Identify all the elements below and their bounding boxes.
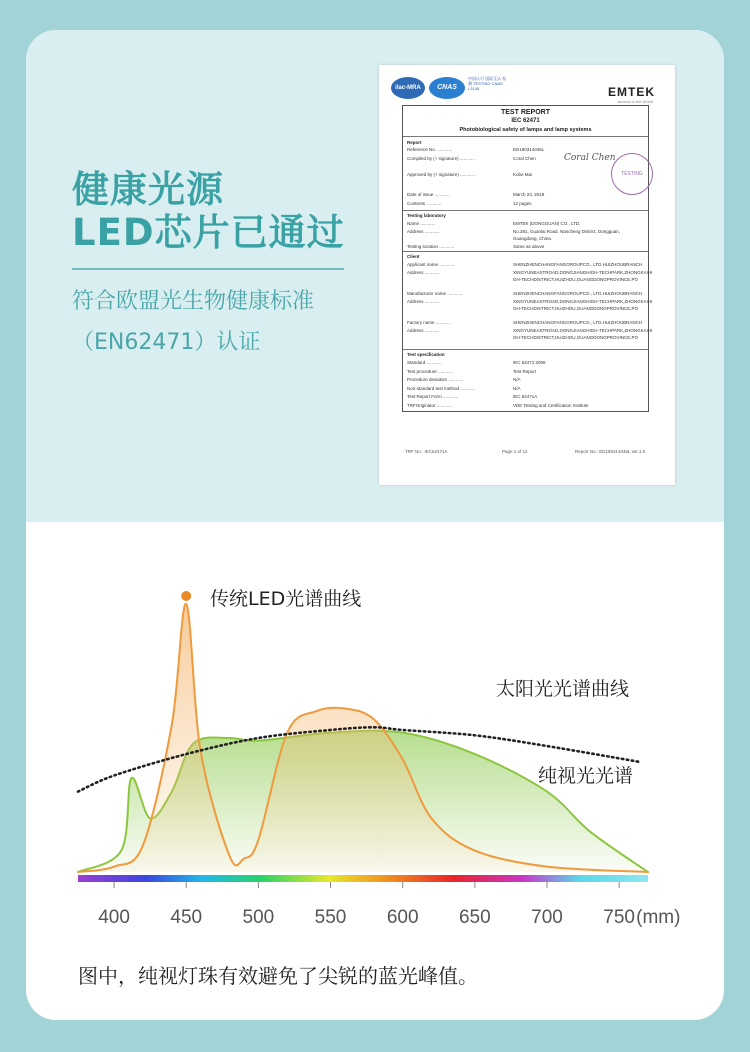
report-row-value: Test Report — [513, 368, 537, 374]
cnas-text: 中国认可 国际互认 检测 TESTING CNAS L3146 — [468, 76, 507, 91]
x-tick-label: 400 — [98, 907, 130, 928]
signature: Coral Chen — [564, 153, 616, 163]
report-row-value: Coral Chen — [513, 156, 536, 161]
report-row-label: Manufacturer name ............ — [407, 291, 463, 296]
subtitle-line2: （EN62471）认证 — [72, 330, 261, 355]
spec-section: Test specification — [407, 352, 445, 357]
report-row-value: Guangdong, China. — [513, 236, 553, 241]
report-row-label: Address ............ — [407, 228, 440, 234]
report-row-value: IEC 62471:2006 — [513, 360, 546, 365]
series-annotation: 太阳光光谱曲线 — [496, 678, 630, 700]
report-row-label: TRFOriginator ............ — [407, 402, 452, 408]
footer-trf: TRF No.: IEC62471A — [405, 449, 448, 454]
ilac-logo: ilac-MRA — [391, 77, 425, 99]
emtek-tagline: Access to the World — [617, 99, 653, 104]
footer-page: Page 1 of 12 — [502, 449, 528, 454]
report-row-value: EMTEK (DONGGUAN) CO., LTD. — [513, 221, 581, 226]
content-card — [26, 30, 724, 1020]
report-section: Report — [407, 140, 422, 145]
x-unit-label: (mm) — [636, 907, 681, 928]
peak-marker — [181, 591, 191, 601]
report-row-value: IEC 62471A — [513, 394, 538, 399]
x-tick-label: 450 — [170, 907, 203, 928]
report-row-label: Non-standard test method ............ — [407, 385, 476, 391]
report-row-label: Address ............ — [407, 327, 440, 333]
report-row-label: Compiled by (+ signature) ............ — [407, 156, 475, 161]
report-row-label: Approved by (+ signature) ............ — [407, 172, 476, 177]
spectrum-chart — [26, 30, 724, 1020]
report-row-label: Applicant name ............ — [407, 262, 455, 267]
headline-line2: LED芯片已通过 — [72, 211, 345, 254]
x-tick-label: 650 — [458, 907, 491, 928]
report-row-value: N/A — [513, 385, 521, 391]
lab-section: Testing laboratory — [407, 213, 446, 218]
report-row-value: XINGYUNEASTROAD,DONGJIANGHIGH-TECHPARK,ZHONGKAIHI — [513, 327, 653, 333]
client-section: Client — [407, 254, 420, 259]
report-standard: IEC 62471 — [511, 118, 540, 124]
x-tick-label: 500 — [242, 907, 275, 928]
report-row-value: SHENZHENCHANGFANGGROUPCO., LTD.HUIZHOUBRANCH — [513, 262, 643, 267]
report-row-label: Test Report Form ............ — [407, 394, 459, 399]
report-subject: Photobiological safety of lamps and lamp systems — [459, 127, 592, 133]
report-row-value: GH-TECHDISTRICT,HUIZHOU,GUANGDONGPROVINCE,PO — [513, 277, 639, 282]
series-annotation: 纯视光光谱 — [538, 765, 634, 787]
report-row-value: Same as above — [513, 243, 545, 249]
report-row-value: XINGYUNEASTROAD,DONGJIANGHIGH-TECHPARK,ZHONGKAIHI — [513, 269, 653, 275]
report-row-value: GH-TECHDISTRICT,HUIZHOU,GUANGDONGPROVINCE,PO — [513, 335, 639, 340]
report-row-label: Name ............ — [407, 221, 436, 226]
report-row-label: Testing location ............ — [407, 243, 455, 249]
report-row-value: SHENZHENCHANGFANGGROUPCO., LTD.HUIZHOUBRANCH — [513, 291, 643, 296]
report-row-label: Factory name ............ — [407, 320, 451, 325]
testing-stamp: TESTING — [611, 153, 653, 195]
report-row-value: No.281, Guanlai Road, Nancheng District, Dongguan, — [513, 228, 621, 234]
report-row-value: March 23, 2018 — [513, 192, 545, 197]
x-tick-label: 550 — [314, 907, 347, 928]
footer-report-no: Report No.: ED180314046L ver.1.0 — [575, 449, 646, 454]
report-row-value: ED180314046L — [513, 147, 545, 152]
report-row-label: Reference No. ............ — [407, 147, 453, 152]
chart-caption: 图中，纯视灯珠有效避免了尖锐的蓝光峰值。 — [78, 964, 478, 988]
report-row-value: XINGYUNEASTROAD,DONGJIANGHIGH-TECHPARK,ZHONGKAIHI — [513, 298, 653, 304]
spectrum-bar — [78, 875, 648, 882]
report-row-label: Address ............ — [407, 298, 440, 304]
subtitle-line1: 符合欧盟光生物健康标准 — [72, 289, 315, 314]
emtek-logo: EMTEK — [608, 85, 655, 99]
report-title: TEST REPORT — [500, 109, 550, 116]
x-tick-label: 700 — [531, 907, 563, 928]
headline-line1: 健康光源 — [72, 168, 224, 211]
series-annotation: 传统LED光谱曲线 — [210, 588, 362, 610]
report-row-value: VDE Testing and Certification Institute — [513, 402, 589, 408]
report-row-value: GH-TECHDISTRICT,HUIZHOU,GUANGDONGPROVINCE,PO — [513, 306, 639, 311]
x-tick-label: 600 — [386, 907, 419, 928]
report-row-label: Procedure deviation ............ — [407, 377, 464, 382]
report-row-label: Test procedure ............ — [407, 368, 454, 374]
report-row-value: Kobe Mai — [513, 172, 533, 177]
report-row-label: Standard ............ — [407, 360, 442, 365]
report-row-value: SHENZHENCHANGFANGGROUPCO., LTD.HUIZHOUBRANCH — [513, 320, 643, 325]
report-row-label: Address ............ — [407, 269, 440, 275]
report-row-label: Contents ............ — [407, 201, 442, 206]
report-row-value: 12 pages — [513, 201, 532, 206]
report-row-value: N/A — [513, 377, 521, 382]
cnas-logo: CNAS — [429, 77, 465, 99]
report-row-label: Date of issue ............ — [407, 192, 450, 197]
x-tick-label: 750 — [603, 907, 635, 928]
